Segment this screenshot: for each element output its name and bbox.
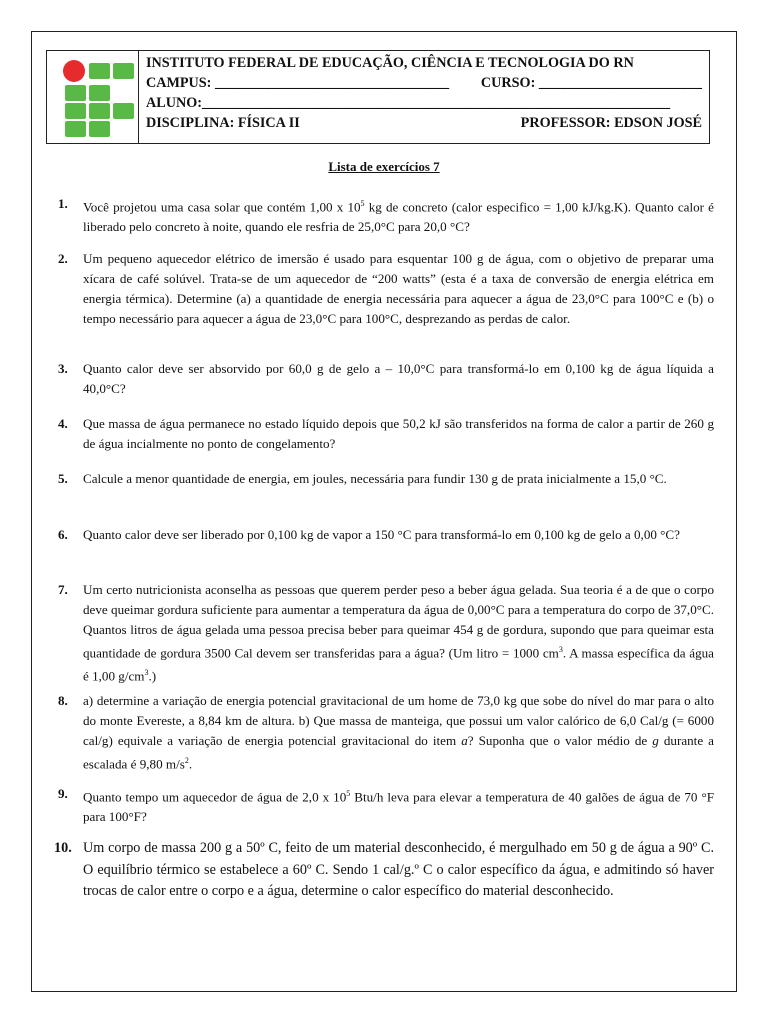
logo-square <box>89 85 110 101</box>
institution-logo <box>47 51 139 143</box>
question-item <box>54 359 714 399</box>
question-item <box>54 469 714 489</box>
question-item <box>54 691 714 774</box>
logo-square <box>89 63 110 79</box>
question-text: Quanto tempo um aquecedor de água de 2,0 x $10^5$ Btu/h leva para elevar a temperatura de 40 galões de água de 70 °F para 100°F? <box>83 789 715 825</box>
question-number: 9. <box>58 786 68 801</box>
question-item <box>54 525 714 545</box>
question-item <box>54 784 714 827</box>
logo-square <box>113 63 134 79</box>
logo-square <box>65 121 86 137</box>
page-title <box>0 159 768 175</box>
question-number: 4. <box>58 416 68 431</box>
header-text <box>146 53 702 133</box>
discipline-field: DISCIPLINA: FÍSICA II <box>146 115 300 131</box>
question-text: Você projetou uma casa solar que contém 1,00 x $10^5$ kg de concreto (calor especifico = 1,00 kJ/kg.K). Quanto calor é liberado pelo concreto à noite, quando ele resfria de 25,0°C para 20,0 °C? <box>83 199 714 235</box>
question-number: 3. <box>58 361 68 376</box>
logo-square <box>65 85 86 101</box>
campus-field: CAMPUS: _________________________________ <box>146 75 450 91</box>
header-box <box>46 50 710 144</box>
question-text: Quanto calor deve ser liberado por 0,100 kg de vapor a 150 °C para transformá-lo em 0,100 kg de gelo a 0,00 °C? <box>83 527 680 542</box>
question-number: 6. <box>58 527 68 542</box>
curso-field: CURSO: _______________________ <box>480 75 702 91</box>
question-text: Um pequeno aquecedor elétrico de imersão é usado para esquentar 100 g de água, com o objetivo de preparar uma xícara de café solúvel. Trata-se de um aquecedor de “200 watts” (esta é a taxa de conversão de energia elétrica em energia térmica). Determine (a) a quantidade de energia necessária para aquecer a água de 23,0°C para 100°C e (b) o tempo necessário para aquecer a água de 23,0°C para 100°C, desprezando as perdas de calor. <box>83 251 714 326</box>
professor-field: PROFESSOR: EDSON JOSÉ <box>520 115 702 131</box>
question-number: 7. <box>58 582 68 597</box>
question-text: Calcule a menor quantidade de energia, em joules, necessária para fundir 130 g de prata inicialmente a 15,0 °C. <box>83 471 667 486</box>
question-text: a) determine a variação de energia potencial gravitacional de um home de 73,0 kg que sobe do nível do mar para o alto do monte Evereste, a 8,84 km de altura. b) Que massa de manteiga, que possui um valor calórico de 6,0 Cal/g (= 6000 cal/g) equivale a variação de energia potencial gravitacional do item a? Suponha que o valor médio de g durante a escalada é 9,80 $m/s^2$. <box>83 693 714 772</box>
question-number: 10. <box>54 840 72 856</box>
discipline-row <box>146 113 702 133</box>
question-text: Um corpo de massa 200 g a 50º C, feito de um material desconhecido, é mergulhado em 50 g de água a 90º C. O equilíbrio térmico se estabelece a 60º C. Sendo 1 cal/g.º C o calor específico da água, e admitindo só haver trocas de calor entre o corpo e a água, determine o calor específico do material desconhecido. <box>83 840 714 899</box>
question-number: 8. <box>58 693 68 708</box>
title-text: Lista de exercícios 7 <box>328 159 440 174</box>
question-number: 2. <box>58 251 68 266</box>
logo-red-dot <box>63 60 85 82</box>
logo-square <box>65 103 86 119</box>
question-text: Quanto calor deve ser absorvido por 60,0 g de gelo a – 10,0°C para transformá-lo em 0,100 kg de água líquida a 40,0°C? <box>83 361 714 396</box>
logo-square <box>113 103 134 119</box>
question-number: 5. <box>58 471 68 486</box>
question-text: Um certo nutricionista aconselha as pessoas que querem perder peso a beber água gelada. Sua teoria é a de que o corpo deve queimar gordura suficiente para aumentar a temperatura da água de 0,00°C para a temperatura do corpo de 37,0°C. Quantos litros de água gelada uma pessoa precisa beber para queimar 454 g de gordura, supondo que para queimar esta quantidade de gordura 3500 Cal devem ser transferidas para a água? (Um litro = 1000 $cm^3$. A massa específica da água é 1,00 $g/cm^3$.) <box>83 582 714 684</box>
question-item <box>54 249 714 329</box>
question-item <box>54 194 714 237</box>
institution-name: INSTITUTO FEDERAL DE EDUCAÇÃO, CIÊNCIA E TECNOLOGIA DO RN <box>146 55 634 71</box>
question-number: 1. <box>58 196 68 211</box>
question-text: Que massa de água permanece no estado líquido depois que 50,2 kJ são transferidos na forma de calor a partir de 260 g de água incialmente no ponto de congelamento? <box>83 416 714 451</box>
logo-square <box>89 103 110 119</box>
question-item <box>54 580 714 687</box>
aluno-field: ALUNO:__________________________________________________________________ <box>146 95 671 111</box>
question-item <box>54 838 714 903</box>
question-item <box>54 414 714 454</box>
campus-row <box>146 73 702 93</box>
logo-square <box>89 121 110 137</box>
